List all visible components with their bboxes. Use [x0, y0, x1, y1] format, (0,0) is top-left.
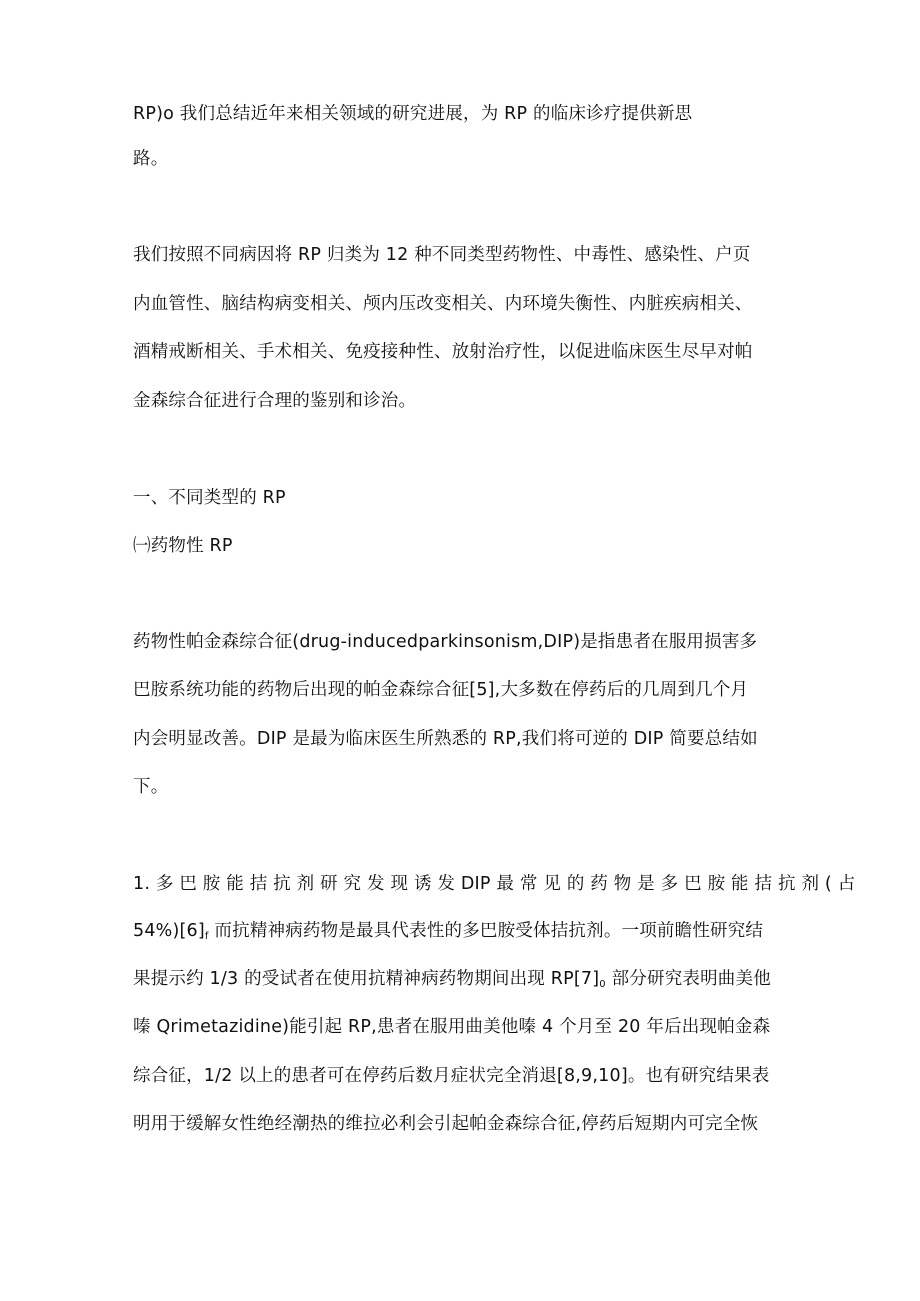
intro-line-1: RP)o 我们总结近年来相关领域的研究进展，为 RP 的临床诊疗提供新思: [133, 104, 693, 124]
antagonist-line-2-subscript: f: [204, 931, 209, 942]
antagonist-line-3-subscript: 0: [599, 979, 606, 990]
antagonist-line-2-end: 而抗精神病药物是最具代表性的多巴胺受体拮抗剂。一项前瞻性研究结: [208, 921, 764, 941]
antagonist-line-4: 嗪 Qrimetazidine)能引起 RP,患者在服用曲美他嗪 4 个月至 20 年后出现帕金森: [133, 1017, 771, 1037]
antagonist-line-3-end: 部分研究表明曲美他: [605, 969, 771, 989]
dip-line-1: 药物性帕金森综合征(drug-inducedparkinsonism,DIP)是指患者在服用损害多: [133, 632, 758, 652]
classification-line-1: 我们按照不同病因将 RP 归类为 12 种不同类型药物性、中毒性、感染性、户页: [133, 245, 751, 265]
dip-line-2: 巴胺系统功能的药物后出现的帕金森综合征[5],大多数在停药后的几周到几个月: [133, 680, 749, 700]
antagonist-line-3-start: 果提示约 1/3 的受试者在使用抗精神病药物期间出现 RP[7]: [133, 969, 600, 989]
classification-line-2: 内血管性、脑结构病变相关、颅内压改变相关、内环境失衡性、内脏疾病相关、: [133, 294, 753, 314]
antagonist-line-6: 明用于缓解女性绝经潮热的维拉必利会引起帕金森综合征,停药后短期内可完全恢: [133, 1114, 759, 1134]
dip-line-4: 下。: [133, 777, 169, 797]
antagonist-line-1: 1. 多 巴 胺 能 拮 抗 剂 研 究 发 现 诱 发 DIP 最 常 见 的 药 物 是 多 巴 胺 能 拮 抗 剂 ( 占: [133, 874, 856, 894]
section-heading: 一、不同类型的 RP: [133, 488, 286, 508]
antagonist-line-2-start: 54%)[6]: [133, 921, 205, 941]
antagonist-line-5: 综合征，1/2 以上的患者可在停药后数月症状完全消退[8,9,10]。也有研究结果表: [133, 1066, 770, 1086]
dip-line-3: 内会明显改善。DIP 是最为临床医生所熟悉的 RP,我们将可逆的 DIP 简要总结如: [133, 729, 758, 749]
antagonist-line-2: [133, 919, 763, 949]
classification-line-3: 酒精戒断相关、手术相关、免疫接种性、放射治疗性，以促进临床医生尽早对帕: [133, 342, 753, 362]
classification-line-4: 金森综合征进行合理的鉴别和诊治。: [133, 391, 417, 411]
subsection-heading: ㈠药物性 RP: [133, 536, 233, 556]
antagonist-line-3: [133, 967, 771, 997]
intro-line-2: 路。: [133, 149, 169, 169]
